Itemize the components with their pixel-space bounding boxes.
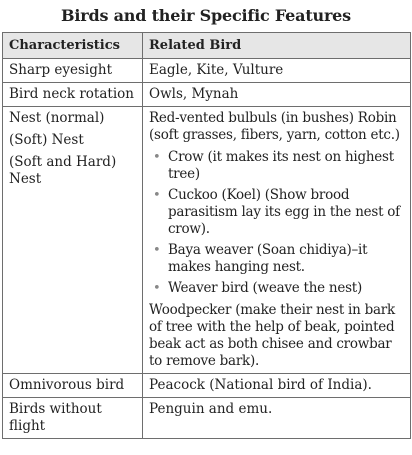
bullet-icon: • <box>153 150 161 165</box>
cell-characteristic: Omnivorous bird <box>3 374 143 398</box>
header-characteristics: Characteristics <box>3 33 143 59</box>
birds-features-table <box>2 32 411 439</box>
cell-characteristic <box>3 107 143 374</box>
table-row <box>3 398 411 439</box>
bullet-icon: • <box>153 188 161 203</box>
list-item <box>149 187 405 238</box>
list-item <box>149 280 405 297</box>
table-header-row <box>3 33 411 59</box>
nest-bullet-list <box>149 149 405 297</box>
cell-characteristic: Bird neck rotation <box>3 83 143 107</box>
table-row <box>3 59 411 83</box>
cell-bird: Penguin and emu. <box>143 398 411 439</box>
bullet-icon: • <box>153 281 161 296</box>
nest-intro-text: Red-vented bulbuls (in bushes) Robin (soft grasses, fibers, yarn, cotton etc.) <box>149 110 400 143</box>
cell-bird: Owls, Mynah <box>143 83 411 107</box>
table-row <box>3 107 411 374</box>
cell-characteristic: Sharp eyesight <box>3 59 143 83</box>
header-related-bird: Related Bird <box>143 33 411 59</box>
nest-type-soft: (Soft) Nest <box>9 132 84 148</box>
birds-features-document <box>2 0 410 439</box>
list-item <box>149 149 405 183</box>
cell-characteristic: Birds without flight <box>3 398 143 439</box>
list-item <box>149 242 405 276</box>
nest-outro-text: Woodpecker (make their nest in bark of tree with the help of beak, pointed beak act as both chisee and crowbar to remove bark). <box>149 302 395 369</box>
list-item-text: Crow (it makes its nest on highest tree) <box>168 149 394 182</box>
cell-bird: Peacock (National bird of India). <box>143 374 411 398</box>
nest-type-soft-hard: (Soft and Hard) Nest <box>9 154 117 187</box>
cell-bird: Eagle, Kite, Vulture <box>143 59 411 83</box>
list-item-text: Cuckoo (Koel) (Show brood parasitism lay its egg in the nest of crow). <box>168 187 400 237</box>
table-row <box>3 374 411 398</box>
cell-bird <box>143 107 411 374</box>
list-item-text: Weaver bird (weave the nest) <box>168 280 362 296</box>
list-item-text: Baya weaver (Soan chidiya)–it makes hanging nest. <box>168 242 368 275</box>
bullet-icon: • <box>153 243 161 258</box>
table-title: Birds and their Specific Features <box>61 6 351 25</box>
table-row <box>3 83 411 107</box>
nest-type-normal: Nest (normal) <box>9 110 105 126</box>
